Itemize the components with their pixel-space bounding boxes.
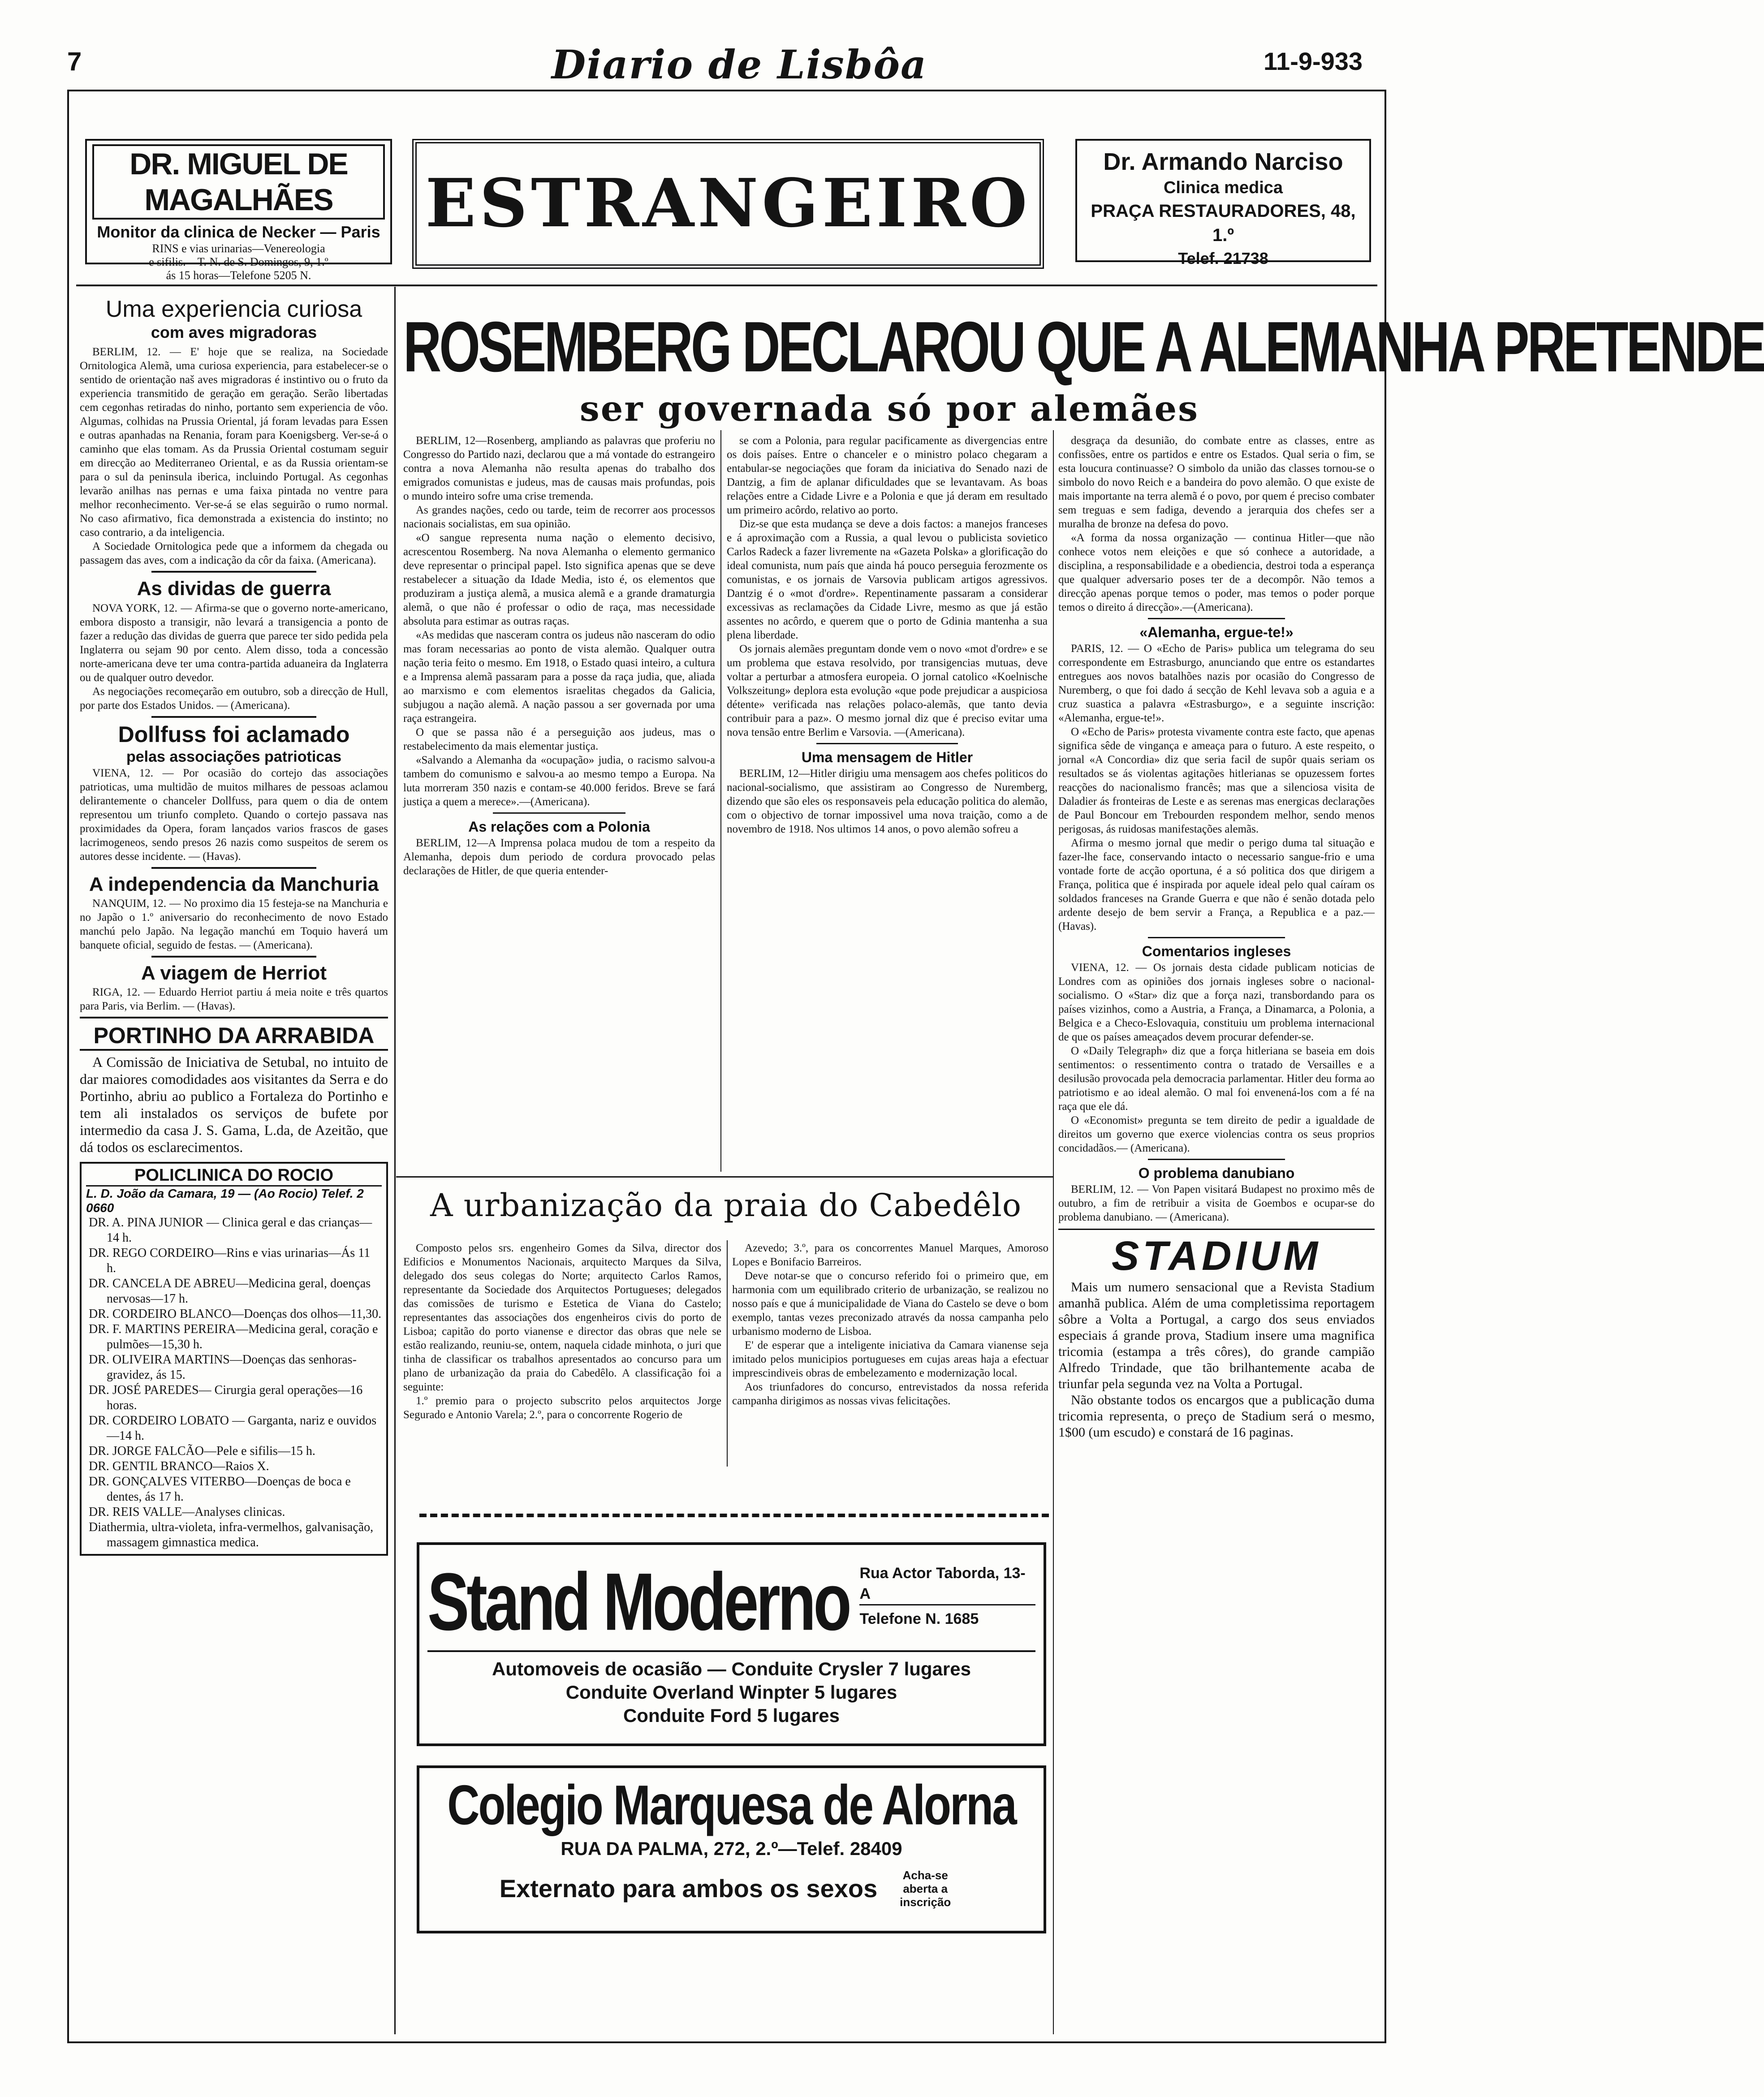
ad-dr-magalhaes-line2: RINS e vias urinarias—Venereologia: [152, 242, 325, 255]
doctor-entry: DR. F. MARTINS PEREIRA—Medicina geral, coração e pulmões—15,30 h.: [89, 1322, 378, 1351]
cabedelo-col-rule: [727, 1240, 728, 1467]
top-divider: [76, 285, 1377, 286]
subhead-hitler: Uma mensagem de Hitler: [801, 749, 973, 765]
cabedelo-col2-p2: Deve notar-se que o concurso referido foi o primeiro que, em harmonia com um equilibrado criterio de urbanização, se realizou no nosso país e que á municipalidade de Viana do Castelo se deve o bom exemplo, tantas vezes preconizado através da nossa campanha pelo urbanismo moderno de Lisboa.: [732, 1270, 1048, 1338]
doctor-entry: DR. JOSÉ PAREDES— Cirurgia geral operações—16 horas.: [89, 1383, 363, 1412]
ad-stand-line1: Automoveis de ocasião — Conduite Crysler 7 lugares: [492, 1658, 971, 1679]
article-manchuria-body-p1: NANQUIM, 12. — No proximo dia 15 festeja-se na Manchuria e no Japão o 1.º aniversario do reconhecimento de novo Estado manchú pelo Japão. Na legação manchú em Toquio haverá um banquete oficial, seguido de festas. — (Americana).: [80, 897, 388, 951]
doctor-entry: DR. REGO CORDEIRO—Rins e vias urinarias—Ás 11 h.: [89, 1246, 371, 1275]
article-herriot-body: [80, 985, 388, 1013]
ad-colegio-note: Acha-se aberta a inscrição: [900, 1868, 951, 1909]
ad-stand-line2: Conduite Overland Winpter 5 lugares: [565, 1682, 897, 1703]
doctor-entry: DR. JORGE FALCÃO—Pele e sifilis—15 h.: [89, 1444, 315, 1458]
subhead-comentarios: Comentarios ingleses: [1142, 943, 1291, 959]
doctor-entry: DR. OLIVEIRA MARTINS—Doenças das senhoras-gravidez, ás 15.: [89, 1353, 357, 1382]
ad-stand-title: Stand Moderno: [427, 1556, 849, 1648]
ad-dr-narciso-line1: Clinica medica: [1163, 178, 1283, 197]
article-aves-body: [80, 345, 388, 567]
doctor-entry: DR. REIS VALLE—Analyses clinicas.: [89, 1505, 285, 1519]
main-col3-p2: «A forma da nossa organização — continua Hitler—que não conhece votos nem eleições e que só conhece a autoridade, a disciplina, a responsabilidade e a obediencia, destroi toda a esperança que qualquer adversario poses ter de a decompôr. Não temos a direcção apenas porque temos o poder, mas temos o poder porque temos o direito á direcção».—(Americana).: [1058, 532, 1375, 613]
article-dividas-body-p2: As negociações recomeçarão em outubro, sob a direcção de Hull, por parte dos Estados Unidos. — (Americana).: [80, 686, 388, 712]
divider: [1148, 1159, 1285, 1160]
main-col-rule-1: [720, 430, 721, 1172]
divider: [1148, 937, 1285, 938]
ad-policlinica: [80, 1162, 388, 1556]
ad-stand-address: Rua Actor Taborda, 13-A: [859, 1563, 1035, 1605]
article-aves-title2: com aves migradoras: [151, 323, 317, 341]
main-col1-p2: As grandes nações, cedo ou tarde, teim de recorrer aos processos nacionais socialistas, em sua opinião.: [403, 504, 715, 530]
ad-stand-line3: Conduite Ford 5 lugares: [623, 1705, 840, 1726]
main-col1-p5: O que se passa não é a perseguição aos judeus, mas o restabelecimento da mais elementar justiça.: [403, 726, 715, 752]
section-title: ESTRANGEIRO: [425, 164, 1031, 242]
main-col1-p3: «O sangue representa numa nação o elemento decisivo, acrescentou Rosemberg. Na nova Alemanha o elemento germanico deve representar o principal papel. Isto significa apenas que se deve restabelecer a situação da Idade Media, isto é, os elementos que produziram a justiça alemã, a musica alemã e a grande dramaturgia alemã, o que não é professar o odio de raça, mas necessidade absoluta para estimar as outras raças.: [403, 532, 715, 627]
stadium-p1: Mais um numero sensacional que a Revista Stadium amanhã publica. Além de uma completissima reportagem sôbre a Volta a Portugal, a cargo dos seus enviados especiais á grande prova, Stadium insere uma magnifica tricomia (estampa a três côres), do grande campião Alfredo Trindade, que tão brilhantemente acaba de triunfar pela segunda vez na Volta a Portugal.: [1058, 1280, 1375, 1391]
divider: [151, 716, 316, 718]
issue-date: 11-9-933: [1264, 47, 1363, 75]
alemanha-p1: PARIS, 12. — O «Echo de Paris» publica um telegrama do seu correspondente em Estrasburgo, anunciando que entre os estandartes entregues aos novos batalhões nazis por ocasião do Congresso de Nuremberg, o que foi dado á secção de Kehl levava sob a aguia e a cruz suastica a palavra «Estrasburgo», e a seguinte inscrição: «Alemanha, ergue-te!».: [1058, 643, 1375, 724]
left-column-rule: [394, 287, 396, 2034]
article-aves-body-p2: A Sociedade Ornitologica pede que a informem da chegada ou passagem das aves, com a indicação da côr da faixa. (Americana).: [80, 540, 388, 566]
doctor-entry: DR. GONÇALVES VITERBO—Doenças de boca e dentes, ás 17 h.: [89, 1475, 351, 1504]
ad-colegio-title: Colegio Marquesa de Alorna: [447, 1774, 1016, 1837]
doctor-entry: DR. A. PINA JUNIOR — Clinica geral e das crianças—14 h.: [89, 1216, 372, 1245]
article-dividas-body-p1: NOVA YORK, 12. — Afirma-se que o governo norte-americano, embora disposto a transigir, não levará a transigencia a ponto de fazer a redução das dividas de guerra que parece ter sido pedida pela Inglaterra ou sejam 90 por cento. Alem disso, toda a concessão norte-americana deve ter uma contra-partida aduaneira da Inglaterra ou de qualquer outro devedor.: [80, 602, 388, 684]
article-dollfuss-title2: pelas associações patrioticas: [126, 748, 342, 765]
article-dividas-title: As dividas de guerra: [137, 578, 331, 600]
alemanha-p2: O «Echo de Paris» protesta vivamente contra este facto, que apenas significa sêde de vingança e ameaça para o futuro. A este respeito, o jornal «A Concordia» diz que seria facil de supôr quais seriam os resultados se ás violentas agitações hitlerianas se opuzessem fortes reacções do nacionalismo francês; mas que a silenciosa visita de Daladier ás fronteiras de Leste e as serenas mas energicas declarações de Paul Boncour em Trebourden respondem melhor, sendo menos perigosas, ás ruidosas manifestações alemãs.: [1058, 726, 1375, 835]
comentarios-p2: O «Daily Telegraph» diz que a força hitleriana se baseia em dois sentimentos: o ressentimento contra o tratado de Versailles e a desilusão provocada pela democracia parlamentar. Hitler deu forma ao patriotismo e ao ideal alemão. O mal foi envenená-los com a fé na raça que ele dá.: [1058, 1045, 1375, 1113]
divider: [80, 1017, 388, 1018]
article-aves-body-p1: BERLIM, 12. — E' hoje que se realiza, na Sociedade Ornitologica Alemã, uma curiosa experiencia, para estabelecer-se o sentido de orientação naš aves migradoras é instintivo ou o fruto da experiencia transmitido de geração em geração. Serão libertadas cem cegonhas retiradas do ninho, portanto sem experiencia de vôo. Algumas, colhidas na Prussia Oriental, já foram levadas para Essen e outras apanhadas na Renania, foram para Koenigsberg. Ver-se-á o caminho que elas tomam. As da Prussia Oriental costumam seguir em direcção ao Mediterraneo Oriental, e as da Russia orientam-se para o sul da peninsula iberica, incluindo Portugal. As cegonhas levarão anilhas nas pernas e uma faixa pintada no ventre para melhor reconhecimento. Ver-se-á se elas seguirão o rumo normal. No caso afirmativo, fica demonstrada a existencia do instinto; no caso contrario, a da inteligencia.: [80, 346, 388, 539]
ad-dr-narciso: [1075, 139, 1371, 268]
article-manchuria-body: [80, 897, 388, 952]
ad-dr-narciso-line3: Telef. 21738: [1178, 249, 1268, 268]
ad-dr-magalhaes-name: DR. MIGUEL DE MAGALHÃES: [92, 144, 385, 220]
divider: [493, 812, 625, 814]
main-col1-p1: BERLIM, 12—Rosenberg, ampliando as palavras que proferiu no Congresso do Partido nazi, declarou que a má vontade do estrangeiro contra a nova Alemanha não resulta apenas do trabalho dos emigrados comunistas e judeus, mas de causas mais profundas, pois o mundo inteiro sofre uma crise tremenda.: [403, 435, 715, 502]
stadium-body: [1058, 1279, 1375, 1441]
alemanha-p3: Afirma o mesmo jornal que medir o perigo duma tal situação e fazer-lhe face, conservando intacto o necessario sangue-frio e uma vontade forte de acção oportuna, é a só politica dos que dirigem a França, politica que é inspirada por aquele ideal pelo qual caíram os soldados franceses na Grande Guerra e que não é senão dotada pelo ardente desejo de bem servir a França, a Republica e a paz.— (Havas).: [1058, 837, 1375, 932]
main-col1-p6: «Salvando a Alemanha da «ocupação» judia, o racismo salvou-a tambem do comunismo e salvou-a ao mesmo tempo a Europa. Na luta morreram 350 nazis e contam-se 40.000 feridos. Breve se fará justiça a quem a merece».—(Americana).: [403, 754, 715, 808]
doctor-entry: DR. GENTIL BRANCO—Raios X.: [89, 1459, 269, 1473]
article-portinho-body: [80, 1053, 388, 1156]
main-col2-p3: Os jornais alemães preguntam donde vem o novo «mot d'ordre» e se um problema que estava resolvido, por transigencias mutuas, deve voltar a perturbar a atmosfera europeia. O jornal catolico «Koelnische Volkszeitung» deplora esta evolução «que pode prejudicar a auspiciosa détente» verificada nas relações polaco-alemãs, que tanto devia contribuir para a paz». O mesmo jornal diz que é preciso evitar uma nova tensão entre Berlim e Varsovia. —(Americana).: [727, 643, 1048, 738]
main-headline: ROSEMBERG DECLAROU QUE A ALEMANHA PRETENDE: [403, 307, 1764, 387]
divider: [151, 571, 316, 573]
ad-colegio-line: Externato para ambos os sexos: [499, 1874, 878, 1903]
article-dividas-body: [80, 601, 388, 712]
subhead-alemanha: «Alemanha, ergue-te!»: [1139, 624, 1294, 640]
ad-colegio: [417, 1765, 1046, 1933]
main-article-col3: [1058, 434, 1375, 1441]
main-col3-p1: desgraça da desunião, do combate entre as classes, entre as confissões, entre os partidos e entre os Estados. Qual seria o fim, se esta loucura continuasse? O simbolo da união das classes tornou-se o simbolo do novo Reich e a bandeira do povo alemão. O que existe de mais importante na terra alemã é o povo, por quem é preciso combater sem treguas e sem fadiga, devendo a jerarquia dos chefes ser a muralha de bronze na defesa do povo.: [1058, 435, 1375, 530]
cabedelo-col2-p3: E' de esperar que a inteligente iniciativa da Camara vianense seja imitado pelos municipios portugueses em cujas areas haja a efectuar imprescindiveis obras de embelezamento e modernização local.: [732, 1339, 1048, 1379]
main-col2-p2: Diz-se que esta mudança se deve a dois factos: a manejos franceses e á aproximação com a Russia, a qual levou o publicista sovietico Carlos Radeck a fazer livremente na «Gazeta Polska» a glorificação do ideal comunista, num país que ainda há pouco perseguia ferozmente os comunistas, e os jornais de Varsovia publicam artigos agressivos. Dantzig é o «mot d'ordre». Repentinamente passaram a considerar excessivas as reclamações da Cidade Livre, mesmo as que já estão assentes no acôrdo, e querem que o porto de Gdinia mantenha a sua plena liberdade.: [727, 518, 1048, 641]
main-hitler-p1: BERLIM, 12—Hitler dirigiu uma mensagem aos chefes politicos do nacional-socialismo, que assistiram ao Congresso de Nuremberg, dizendo que são eles os responsaveis pela educação politica do alemão, com o objectivo de tornar impossivel uma nova traição, como a de novembro de 1918. Nos ultimos 14 anos, o povo alemão sofreu a: [727, 768, 1048, 835]
article-herriot-body-p1: RIGA, 12. — Eduardo Herriot partiu á meia noite e três quartos para Paris, via Berlim. — (Havas).: [80, 986, 388, 1012]
ad-dr-narciso-name: Dr. Armando Narciso: [1103, 148, 1343, 175]
divider: [1058, 1229, 1375, 1230]
ad-policlinica-doctors: [86, 1215, 382, 1550]
doctor-entry: DR. CORDEIRO LOBATO — Garganta, nariz e ouvidos—14 h.: [89, 1414, 377, 1443]
comentarios-p3: O «Economist» pregunta se tem direito de pedir a igualdade de direitos um governo que exerce violencias contra os seus proprios concidadãos.— (Americana).: [1058, 1114, 1375, 1154]
stadium-title: STADIUM: [1111, 1233, 1322, 1279]
main-col1-p4: «As medidas que nasceram contra os judeus não nasceram do odio mas foram necessarias ao ponto de vista alemão. Qualquer outra nação teria feito o mesmo. Em 1918, o Estado quasi inteiro, a cultura e a Imprensa alemã passaram para a posse da raça judia, que, aliada ao marxismo e com elementos israelitas chegados da Galicia, subjugou a nação alemã. A nação passou a ser governada por uma raça estrangeira.: [403, 629, 715, 725]
article-dollfuss-body: [80, 766, 388, 863]
main-polonia-p1: BERLIM, 12—A Imprensa polaca mudou de tom a respeito da Alemanha, depois dum periodo de cordura provocado pelas declarações de Hitler, de que queria entender-: [403, 837, 715, 877]
ad-stand-top-border: [419, 1514, 1049, 1540]
main-col2-p1: se com a Polonia, para regular pacificamente as divergencias entre os dois países. Entre o chanceler e o ministro polaco chegaram a entabular-se negociações que foram da iniciativa do Senado nazi de Dantzig, a fim de aplanar dificuldades que se levantavam. As boas relações entre a Cidade Livre e a Polonia e que já deram em resultado um primeiro acôrdo, relativo ao porto.: [727, 435, 1048, 516]
doctor-entry: DR. CANCELA DE ABREU—Medicina geral, doenças nervosas—17 h.: [89, 1277, 371, 1306]
ad-policlinica-title: POLICLINICA DO ROCIO: [86, 1165, 382, 1187]
cabedelo-col1: [403, 1241, 721, 1422]
subhead-danubiano: O problema danubiano: [1138, 1165, 1295, 1181]
cabedelo-col1-p2: 1.º premio para o projecto subscrito pelos arquitectos Jorge Segurado e Antonio Varela; 2.º, para o concorrente Rogerio de: [403, 1395, 721, 1421]
ad-stand-moderno: [417, 1542, 1046, 1746]
ad-dr-narciso-line2: PRAÇA RESTAURADORES, 48, 1.º: [1091, 201, 1356, 245]
article-portinho-body-p1: A Comissão de Iniciativa de Setubal, no intuito de dar maiores comodidades aos visitantes da Serra e do Portinho, abriu ao publico a Fortaleza do Portinho e tem ali instalados os serviços de bufete por intermedio da casa J. S. Gama, L.da, de Azeitão, que dá todos os esclarecimentos.: [80, 1054, 388, 1155]
page-number: 7: [67, 47, 82, 76]
doctor-entry: DR. CORDEIRO BLANCO—Doenças dos olhos—11,30.: [89, 1307, 382, 1321]
cabedelo-col2-p1: Azevedo; 3.º, para os concorrentes Manuel Marques, Amoroso Lopes e Bonifacio Barreiros.: [732, 1242, 1048, 1268]
ad-dr-magalhaes-line3: e sifilis.—T. N. de S. Domingos, 9, 1.º: [149, 255, 328, 268]
ad-dr-magalhaes: [85, 139, 392, 282]
article-manchuria-title: A independencia da Manchuria: [89, 873, 379, 895]
newspaper-title: Diario de Lisbôa: [551, 41, 927, 88]
cabedelo-title: A urbanização da praia do Cabedêlo: [430, 1187, 1022, 1224]
main-subheadline: ser governada só por alemães: [579, 388, 1199, 429]
ad-colegio-address: RUA DA PALMA, 272, 2.º—Telef. 28409: [561, 1838, 902, 1859]
comentarios-p1: VIENA, 12. — Os jornais desta cidade publicam noticias de Londres com as opiniões dos jornais ingleses sobre o nacional-socialismo. O «Star» diz que a força nazi, transbordando para os países vizinhos, como a Austria, a França, a Dinamarca, a Polonia, a Belgica e a Checo-Eslovaquia, constituiu um problema internacional de que os países ameaçados devem procurar defender-se.: [1058, 962, 1375, 1043]
subhead-polonia: As relações com a Polonia: [468, 819, 650, 835]
main-article-col2: [727, 434, 1048, 836]
divider: [151, 867, 316, 869]
article-herriot-title: A viagem de Herriot: [141, 962, 327, 984]
ad-dr-magalhaes-line4: ás 15 horas—Telefone 5205 N.: [166, 269, 311, 282]
divider: [816, 743, 958, 744]
cabedelo-top-rule: [396, 1176, 1053, 1178]
left-column: [80, 296, 388, 1556]
doctor-entry: Diathermia, ultra-violeta, infra-vermelhos, galvanisação, massagem gimnastica medica.: [89, 1520, 374, 1549]
ad-policlinica-address: L. D. João da Camara, 19 — (Ao Rocio) Telef. 2 0660: [86, 1187, 364, 1215]
main-article-col1: [403, 434, 715, 878]
main-col-rule-2: [1053, 430, 1054, 2034]
danubiano-p1: BERLIM, 12. — Von Papen visitará Budapest no proximo mês de outubro, a fim de retribuir a visita de Goembos e ocupar-se do problema danubiano. — (Americana).: [1058, 1183, 1375, 1223]
article-aves-title1: Uma experiencia curiosa: [105, 296, 362, 322]
section-title-box: [412, 139, 1044, 269]
ad-stand-phone: Telefone N. 1685: [859, 1610, 979, 1627]
divider: [1148, 618, 1285, 619]
article-portinho-title: PORTINHO DA ARRABIDA: [80, 1022, 388, 1051]
cabedelo-col2-p4: Aos triunfadores do concurso, entrevistados da nossa referida campanha dirigimos as nossas vivas felicitações.: [732, 1381, 1048, 1407]
divider: [151, 956, 316, 958]
ad-dr-magalhaes-line1: Monitor da clinica de Necker — Paris: [97, 223, 380, 241]
stadium-p2: Não obstante todos os encargos que a publicação duma tricomia representa, o preço de Stadium será o mesmo, 1$00 (um escudo) e constará de 16 paginas.: [1058, 1393, 1375, 1440]
cabedelo-col2: [732, 1241, 1048, 1408]
article-dollfuss-title1: Dollfuss foi aclamado: [118, 722, 350, 747]
article-dollfuss-body-p1: VIENA, 12. — Por ocasião do cortejo das associações patrioticas, uma multidão de muitos milhares de pessoas aclamou delirantemente o chanceler Dollfuss, para quem o dia de ontem representou um triunfo completo. Quando o cortejo passava nas proximidades da Opera, foram lançados varios frascos de gases lacrimogeneos, sendo presos 26 nazis como suspeitos de serem os autores desse incidente. — (Havas).: [80, 767, 388, 863]
cabedelo-col1-p1: Composto pelos srs. engenheiro Gomes da Silva, director dos Edificios e Monumentos Nacionais, arquitecto Marques da Silva, delegado dos seus colegas do Norte; arquitecto Carlos Ramos, representante da Sociedade dos Arquitectos Portugueses; delegados das comissões de turismo e Estetica de Viana do Castelo; representantes das associações dos engenheiros civis do porto de Lisboa; capitão do porto vianense e director das obras que nele se estão realizando, reuniu-se, ontem, naquela cidade minhota, o juri que tinha de classificar os trabalhos apresentados ao concurso para um plano de urbanização da praia do Cabedêlo. A classificação foi a seguinte:: [403, 1242, 721, 1393]
